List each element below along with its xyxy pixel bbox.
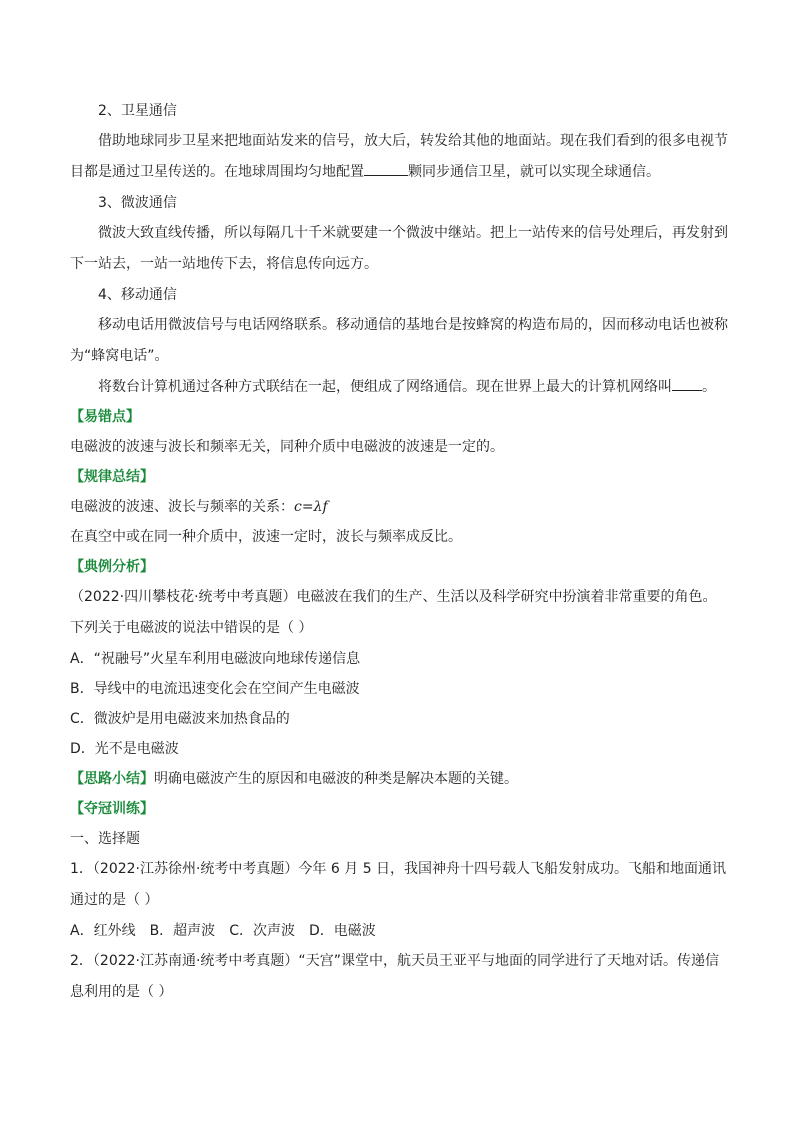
fill-blank-satellite-count[interactable] <box>364 161 408 176</box>
q1-option-a[interactable]: A．红外线 <box>70 923 136 939</box>
example-option-d[interactable]: D．光不是电磁波 <box>70 741 179 757</box>
summary-line: 【思路小结】明确电磁波产生的原因和电磁波的种类是解决本题的关键。 <box>70 771 518 787</box>
heading-training: 【夺冠训练】 <box>70 801 154 817</box>
heading-summary: 【思路小结】 <box>70 771 154 787</box>
example-option-b[interactable]: B．导线中的电流迅速变化会在空间产生电磁波 <box>70 681 360 697</box>
fill-blank-network-name[interactable] <box>672 376 702 391</box>
example-question-stem: （2022·四川攀枝花·统考中考真题）电磁波在我们的生产、生活以及科学研究中扮演着非常重要的角色。下列关于电磁波的说法中错误的是（ ） <box>70 589 717 636</box>
formula: c=λf <box>294 499 328 515</box>
paragraph-network: 将数台计算机通过各种方式联结在一起，便组成了网络通信。现在世界上最大的计算机网络叫 。 <box>70 372 730 402</box>
document-content <box>70 96 730 1008</box>
q1-option-c[interactable]: C．次声波 <box>229 923 295 939</box>
question-2: 2．（2022·江苏南通·统考中考真题）“天宫”课堂中，航天员王亚平与地面的同学进行了天地对话。传递信息利用的是（ ） <box>70 953 719 1000</box>
section-title-microwave: 3、微波通信 <box>98 195 177 211</box>
paragraph-satellite: 借助地球同步卫星来把地面站发来的信号，放大后，转发给其他的地面站。现在我们看到的很多电视节目都是通过卫星传送的。在地球周围均匀地配置 颗同步通信卫星，就可以实现全球通信。 <box>70 133 728 180</box>
question-1-options <box>70 916 730 946</box>
paragraph-microwave: 微波大致直线传播，所以每隔几十千米就要建一个微波中继站。把上一站传来的信号处理后，再发射到下一站去，一站一站地传下去，将信息传向远方。 <box>70 225 728 272</box>
paragraph-mobile: 移动电话用微波信号与电话网络联系。移动通信的基地台是按蜂窝的构造布局的，因而移动电话也被称为“蜂窝电话”。 <box>70 317 728 364</box>
q1-option-b[interactable]: B．超声波 <box>149 923 216 939</box>
section-choice: 一、选择题 <box>70 831 140 847</box>
heading-rule: 【规律总结】 <box>70 469 154 485</box>
text-mistake: 电磁波的波速与波长和频率无关，同种介质中电磁波的波速是一定的。 <box>70 439 504 455</box>
example-option-a[interactable]: A．“祝融号”火星车利用电磁波向地球传递信息 <box>70 651 361 667</box>
section-title-satellite: 2、卫星通信 <box>98 103 177 119</box>
example-option-c[interactable]: C．微波炉是用电磁波来加热食品的 <box>70 711 290 727</box>
text-rule-relation: 在真空中或在同一种介质中，波速一定时，波长与频率成反比。 <box>70 529 462 545</box>
heading-mistake: 【易错点】 <box>70 409 140 425</box>
text-rule-formula: 电磁波的波速、波长与频率的关系：c=λf <box>70 499 328 515</box>
question-1: 1．（2022·江苏徐州·统考中考真题）今年 6 月 5 日，我国神舟十四号载人飞船发射成功。飞船和地面通讯通过的是（ ） <box>70 861 727 908</box>
q1-option-d[interactable]: D．电磁波 <box>308 923 376 939</box>
heading-example: 【典例分析】 <box>70 559 154 575</box>
section-title-mobile: 4、移动通信 <box>98 287 177 303</box>
